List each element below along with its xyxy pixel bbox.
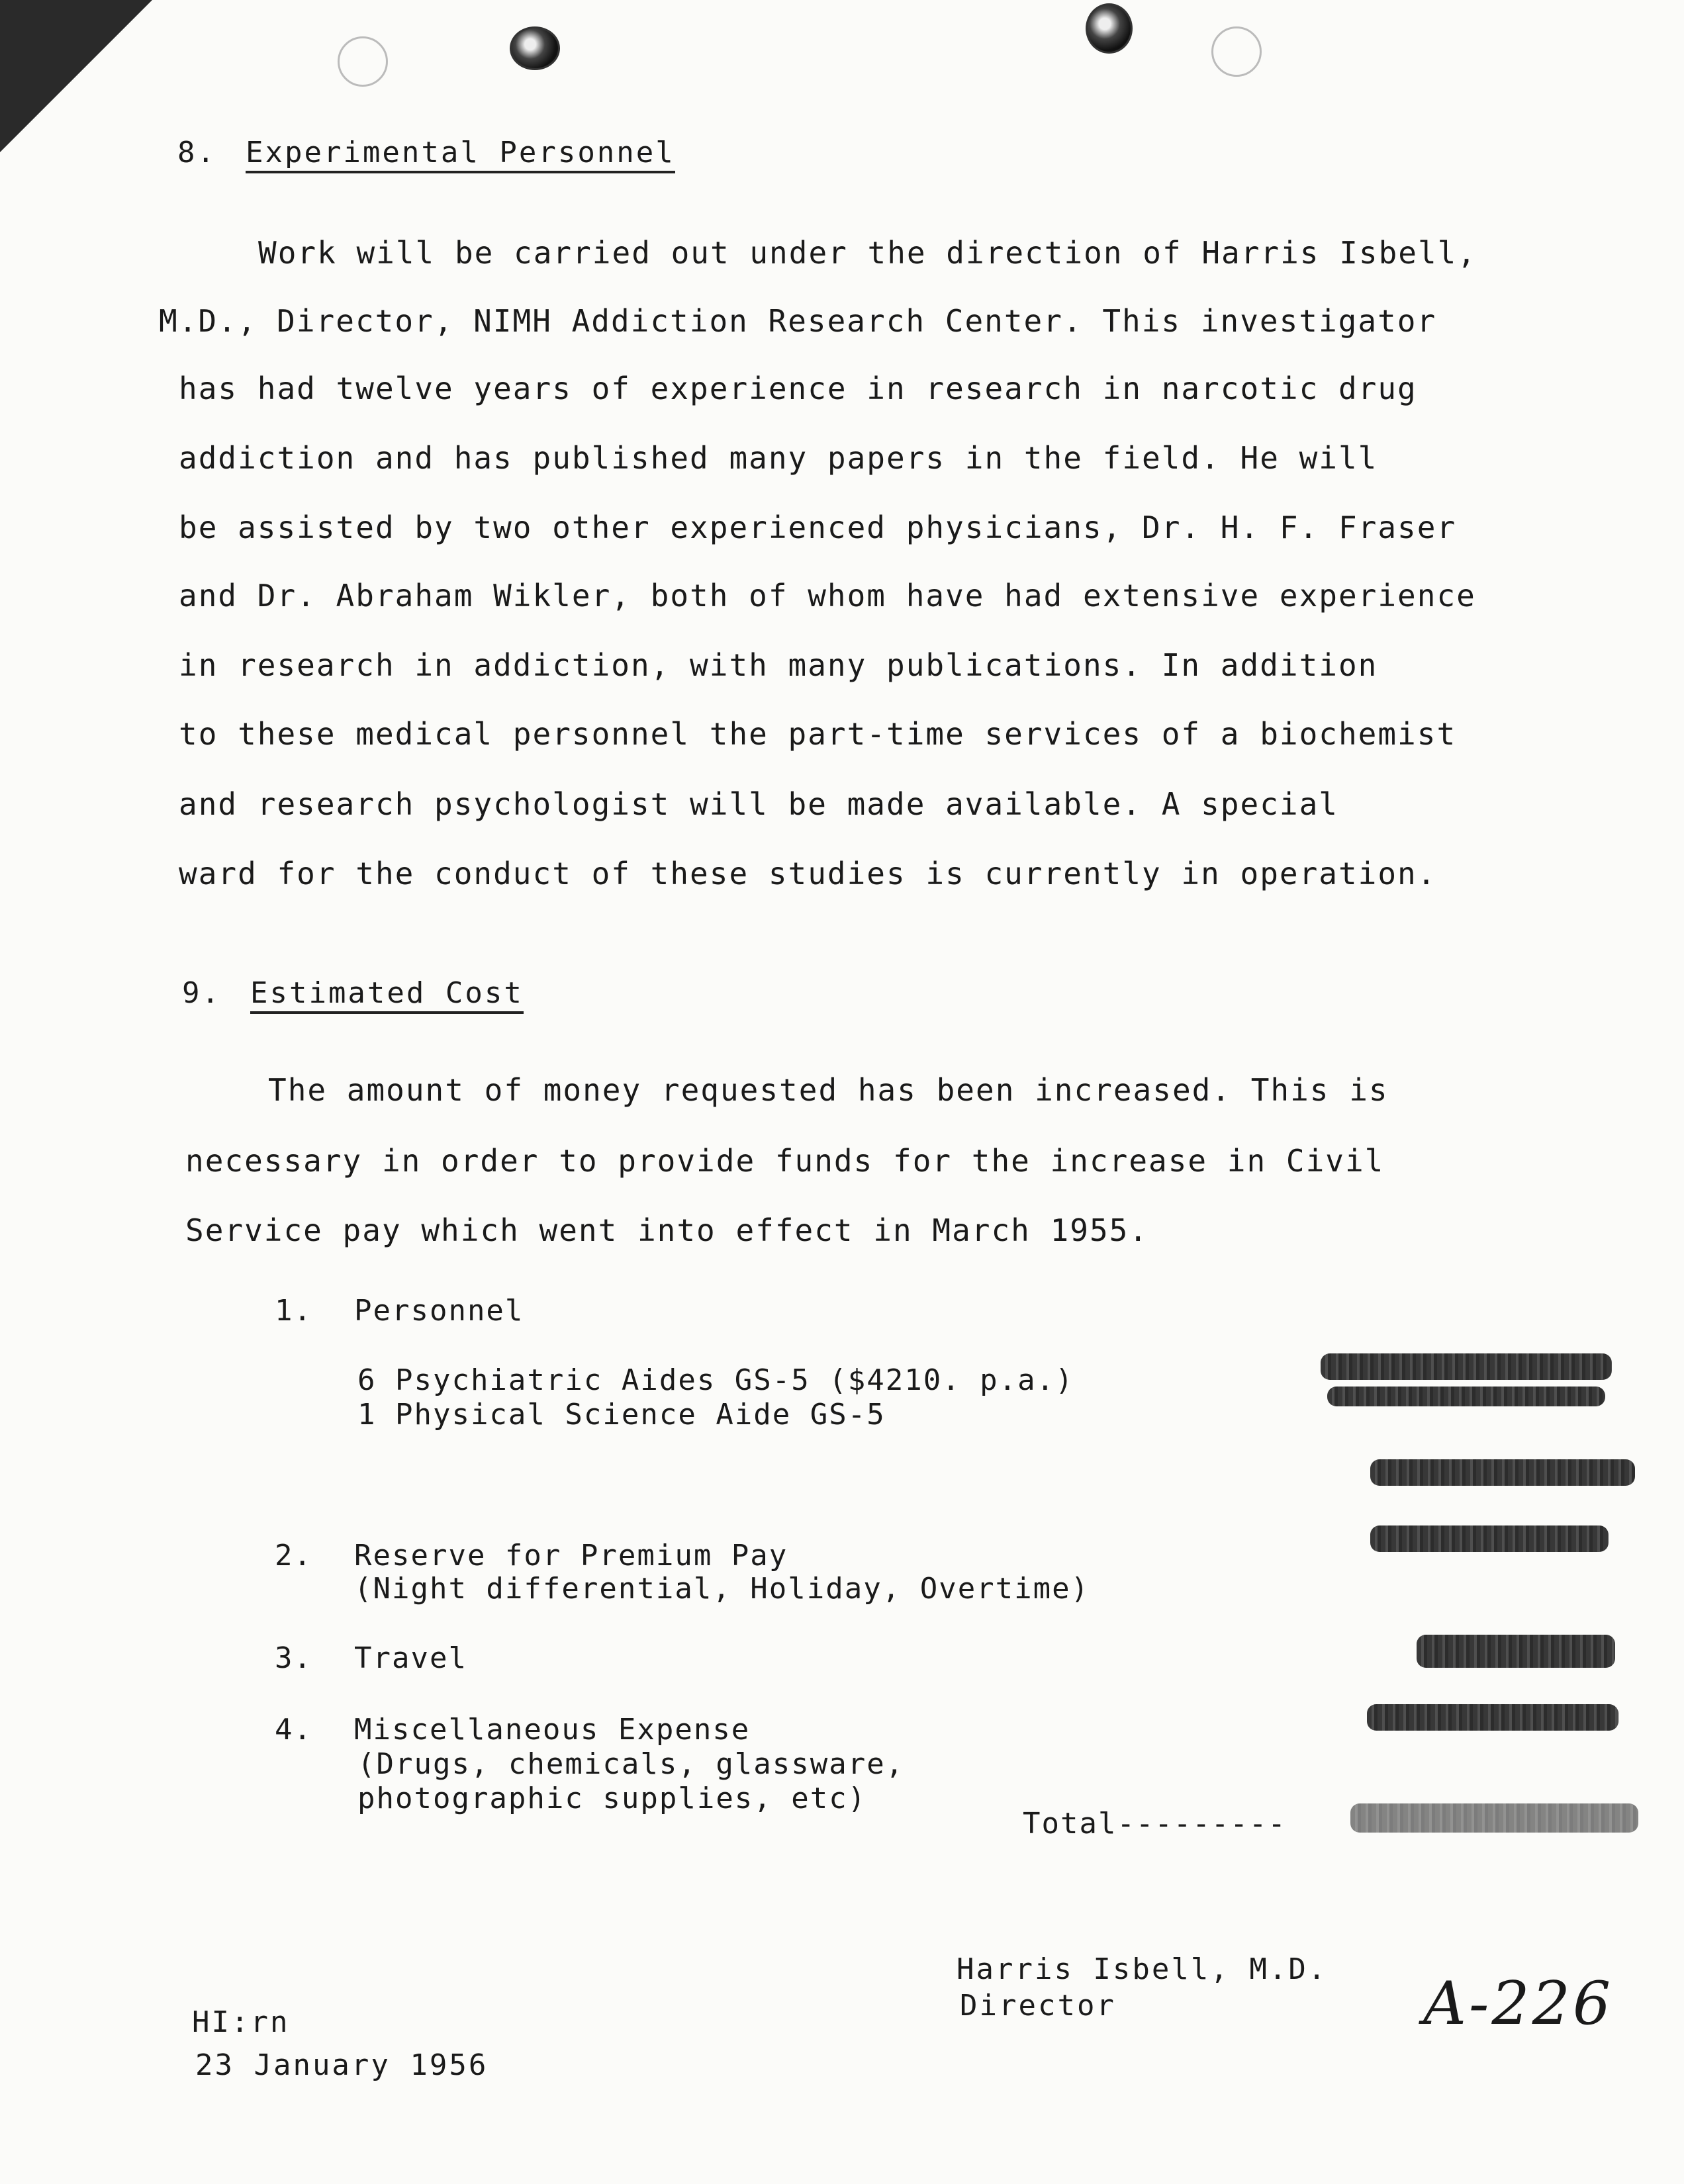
cost-item-number: 1.	[275, 1294, 312, 1328]
redacted-amount	[1370, 1525, 1609, 1552]
section-8-title: Experimental Personnel	[246, 136, 675, 173]
redacted-amount	[1370, 1459, 1635, 1486]
section-9-number: 9.	[182, 976, 221, 1010]
paragraph-line: Service pay which went into effect in March 1955.	[185, 1212, 1149, 1248]
typist-initials: HI:rn	[192, 2005, 290, 2039]
paragraph-line: in research in addiction, with many publications. In addition	[179, 647, 1378, 683]
cost-item-label: Miscellaneous Expense	[354, 1713, 751, 1747]
document-date: 23 January 1956	[195, 2048, 489, 2082]
redacted-amount	[1367, 1704, 1618, 1731]
signature-title: Director	[960, 1989, 1116, 2023]
cost-item-number: 3.	[275, 1641, 312, 1675]
cost-item-detail: (Night differential, Holiday, Overtime)	[354, 1572, 1090, 1606]
cost-item-detail: 1 Physical Science Aide GS-5	[357, 1398, 886, 1432]
cost-item-3	[275, 1641, 467, 1675]
cost-item-detail: (Drugs, chemicals, glassware,	[357, 1747, 905, 1781]
cost-item-number: 2.	[275, 1539, 312, 1572]
redacted-amount	[1417, 1635, 1615, 1668]
redacted-total	[1350, 1803, 1638, 1833]
cost-item-label: Reserve for Premium Pay	[354, 1539, 788, 1572]
cost-item-detail: 6 Psychiatric Aides GS-5 ($4210. p.a.)	[357, 1363, 1074, 1397]
paragraph-line: ward for the conduct of these studies is currently in operation.	[179, 856, 1437, 891]
section-8-number: 8.	[177, 136, 216, 169]
section-9-title: Estimated Cost	[250, 976, 524, 1014]
cost-item-1	[275, 1294, 524, 1328]
punch-hole-right	[1211, 26, 1262, 77]
signature-name: Harris Isbell, M.D.	[957, 1952, 1328, 1986]
folded-corner	[0, 0, 152, 152]
paragraph-line: be assisted by two other experienced physicians, Dr. H. F. Fraser	[179, 510, 1457, 545]
page-mark: A-226	[1423, 1969, 1614, 2038]
paragraph-line: has had twelve years of experience in research in narcotic drug	[179, 371, 1417, 406]
section-9-heading	[182, 976, 524, 1010]
redacted-amount	[1327, 1387, 1605, 1406]
cost-item-detail: photographic supplies, etc)	[357, 1782, 867, 1815]
paragraph-line: M.D., Director, NIMH Addiction Research Center. This investigator	[159, 303, 1437, 339]
cost-item-4	[275, 1713, 750, 1747]
cost-item-label: Personnel	[354, 1294, 524, 1328]
total-label: Total---------	[1023, 1807, 1287, 1841]
punch-hole-left	[338, 36, 388, 87]
punch-hole-right-dark	[1086, 3, 1133, 54]
punch-hole-left-dark	[510, 26, 560, 70]
paragraph-line: and Dr. Abraham Wikler, both of whom have had extensive experience	[179, 578, 1476, 614]
paragraph-line: and research psychologist will be made available. A special	[179, 786, 1338, 822]
paragraph-line: to these medical personnel the part-time services of a biochemist	[179, 716, 1457, 752]
cost-item-label: Travel	[354, 1641, 467, 1675]
cost-item-2	[275, 1539, 788, 1572]
redacted-amount	[1321, 1353, 1612, 1380]
paragraph-line: Work will be carried out under the direction of Harris Isbell,	[258, 235, 1477, 271]
paragraph-line: The amount of money requested has been increased. This is	[268, 1072, 1389, 1108]
section-8-heading	[177, 136, 675, 169]
paragraph-line: addiction and has published many papers in the field. He will	[179, 440, 1378, 476]
cost-item-number: 4.	[275, 1713, 312, 1747]
paragraph-line: necessary in order to provide funds for the increase in Civil	[185, 1143, 1385, 1179]
